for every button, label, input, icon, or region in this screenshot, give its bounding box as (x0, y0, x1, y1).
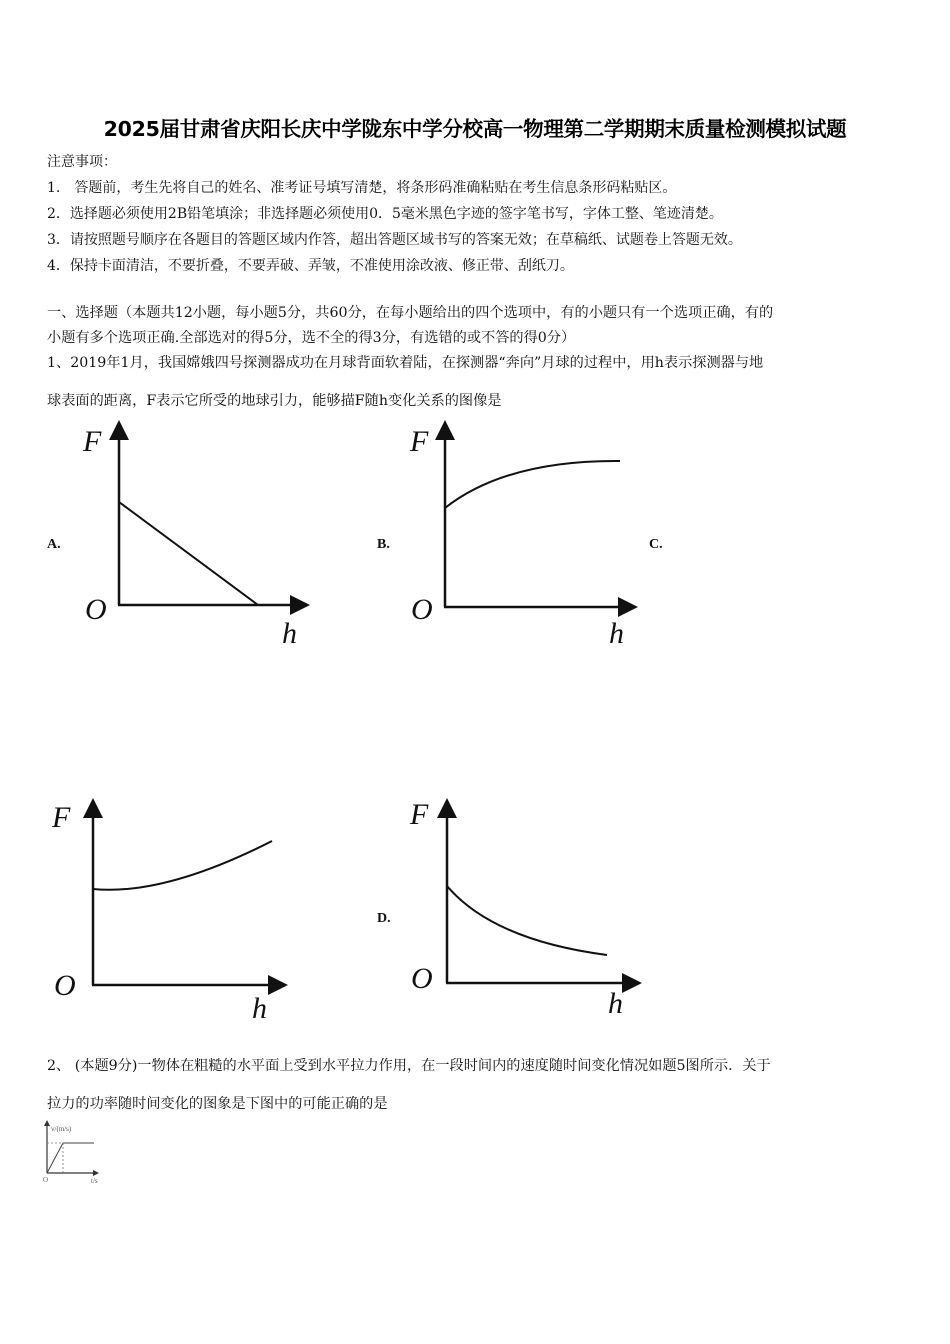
t-axis-label: t/s (91, 1177, 98, 1185)
origin-label: O (411, 962, 433, 995)
notice-heading: 注意事项： (47, 154, 117, 170)
option-a-label[interactable]: A. (47, 537, 61, 552)
notice-item-2: 2．选择题必须使用2B铅笔填涂；非选择题必须使用0．5毫米黑色字迹的签字笔书写，字体工整、笔迹清楚。 (47, 206, 723, 222)
y-axis-label: F (410, 425, 429, 458)
velocity-time-figure (40, 1118, 120, 1188)
section-instructions-line1: 一、选择题（本题共12小题，每小题5分，共60分，在每小题给出的四个选项中，有的小题只有一个选项正确，有的 (47, 305, 774, 321)
x-axis-label: h (609, 617, 624, 650)
option-b-label[interactable]: B. (377, 537, 390, 552)
x-axis-label: h (608, 987, 623, 1020)
page-title: 2025届甘肃省庆阳长庆中学陇东中学分校高一物理第二学期期末质量检测模拟试题 (103, 117, 847, 141)
origin-label: O (85, 593, 107, 626)
section-instructions-line2: 小题有多个选项正确.全部选对的得5分，选不全的得3分，有选错的或不答的得0分） (47, 330, 576, 346)
origin-label: O (411, 593, 433, 626)
v-axis-label: v/(m/s) (51, 1125, 72, 1133)
origin-label: O (43, 1176, 49, 1184)
x-axis-label: h (252, 992, 267, 1025)
notice-item-3: 3．请按照题号顺序在各题目的答题区域内作答，超出答题区域书写的答案无效；在草稿纸、试题卷上答题无效。 (47, 232, 742, 248)
graph-option-c (44, 790, 304, 1030)
option-d-label[interactable]: D. (377, 911, 391, 926)
y-axis-label: F (83, 425, 102, 458)
question1-text-line1: 1、2019年1月，我国嫦娥四号探测器成功在月球背面软着陆，在探测器“奔向”月球的过程中，用h表示探测器与地 (47, 355, 764, 371)
origin-label: O (54, 969, 76, 1002)
y-axis-label: F (52, 801, 71, 834)
notice-item-1: 1. 答题前，考生先将自己的姓名、准考证号填写清楚，将条形码准确粘贴在考生信息条形码粘贴区。 (47, 180, 677, 196)
question1-text-line2: 球表面的距离，F表示它所受的地球引力，能够描F随h变化关系的图像是 (47, 393, 502, 409)
x-axis-label: h (282, 617, 297, 650)
option-c-label[interactable]: C. (649, 537, 663, 552)
notice-item-4: 4．保持卡面清洁，不要折叠，不要弄破、弄皱，不准使用涂改液、修正带、刮纸刀。 (47, 258, 574, 274)
graph-option-b (396, 415, 656, 655)
y-axis-label: F (410, 798, 429, 831)
question2-text-line1: 2、 (本题9分)一物体在粗糙的水平面上受到水平拉力作用，在一段时间内的速度随时间变化情况如题5图所示．关于 (47, 1058, 771, 1074)
question2-text-line2: 拉力的功率随时间变化的图象是下图中的可能正确的是 (47, 1096, 388, 1112)
graph-option-d (398, 790, 658, 1030)
graph-option-a (70, 415, 330, 655)
